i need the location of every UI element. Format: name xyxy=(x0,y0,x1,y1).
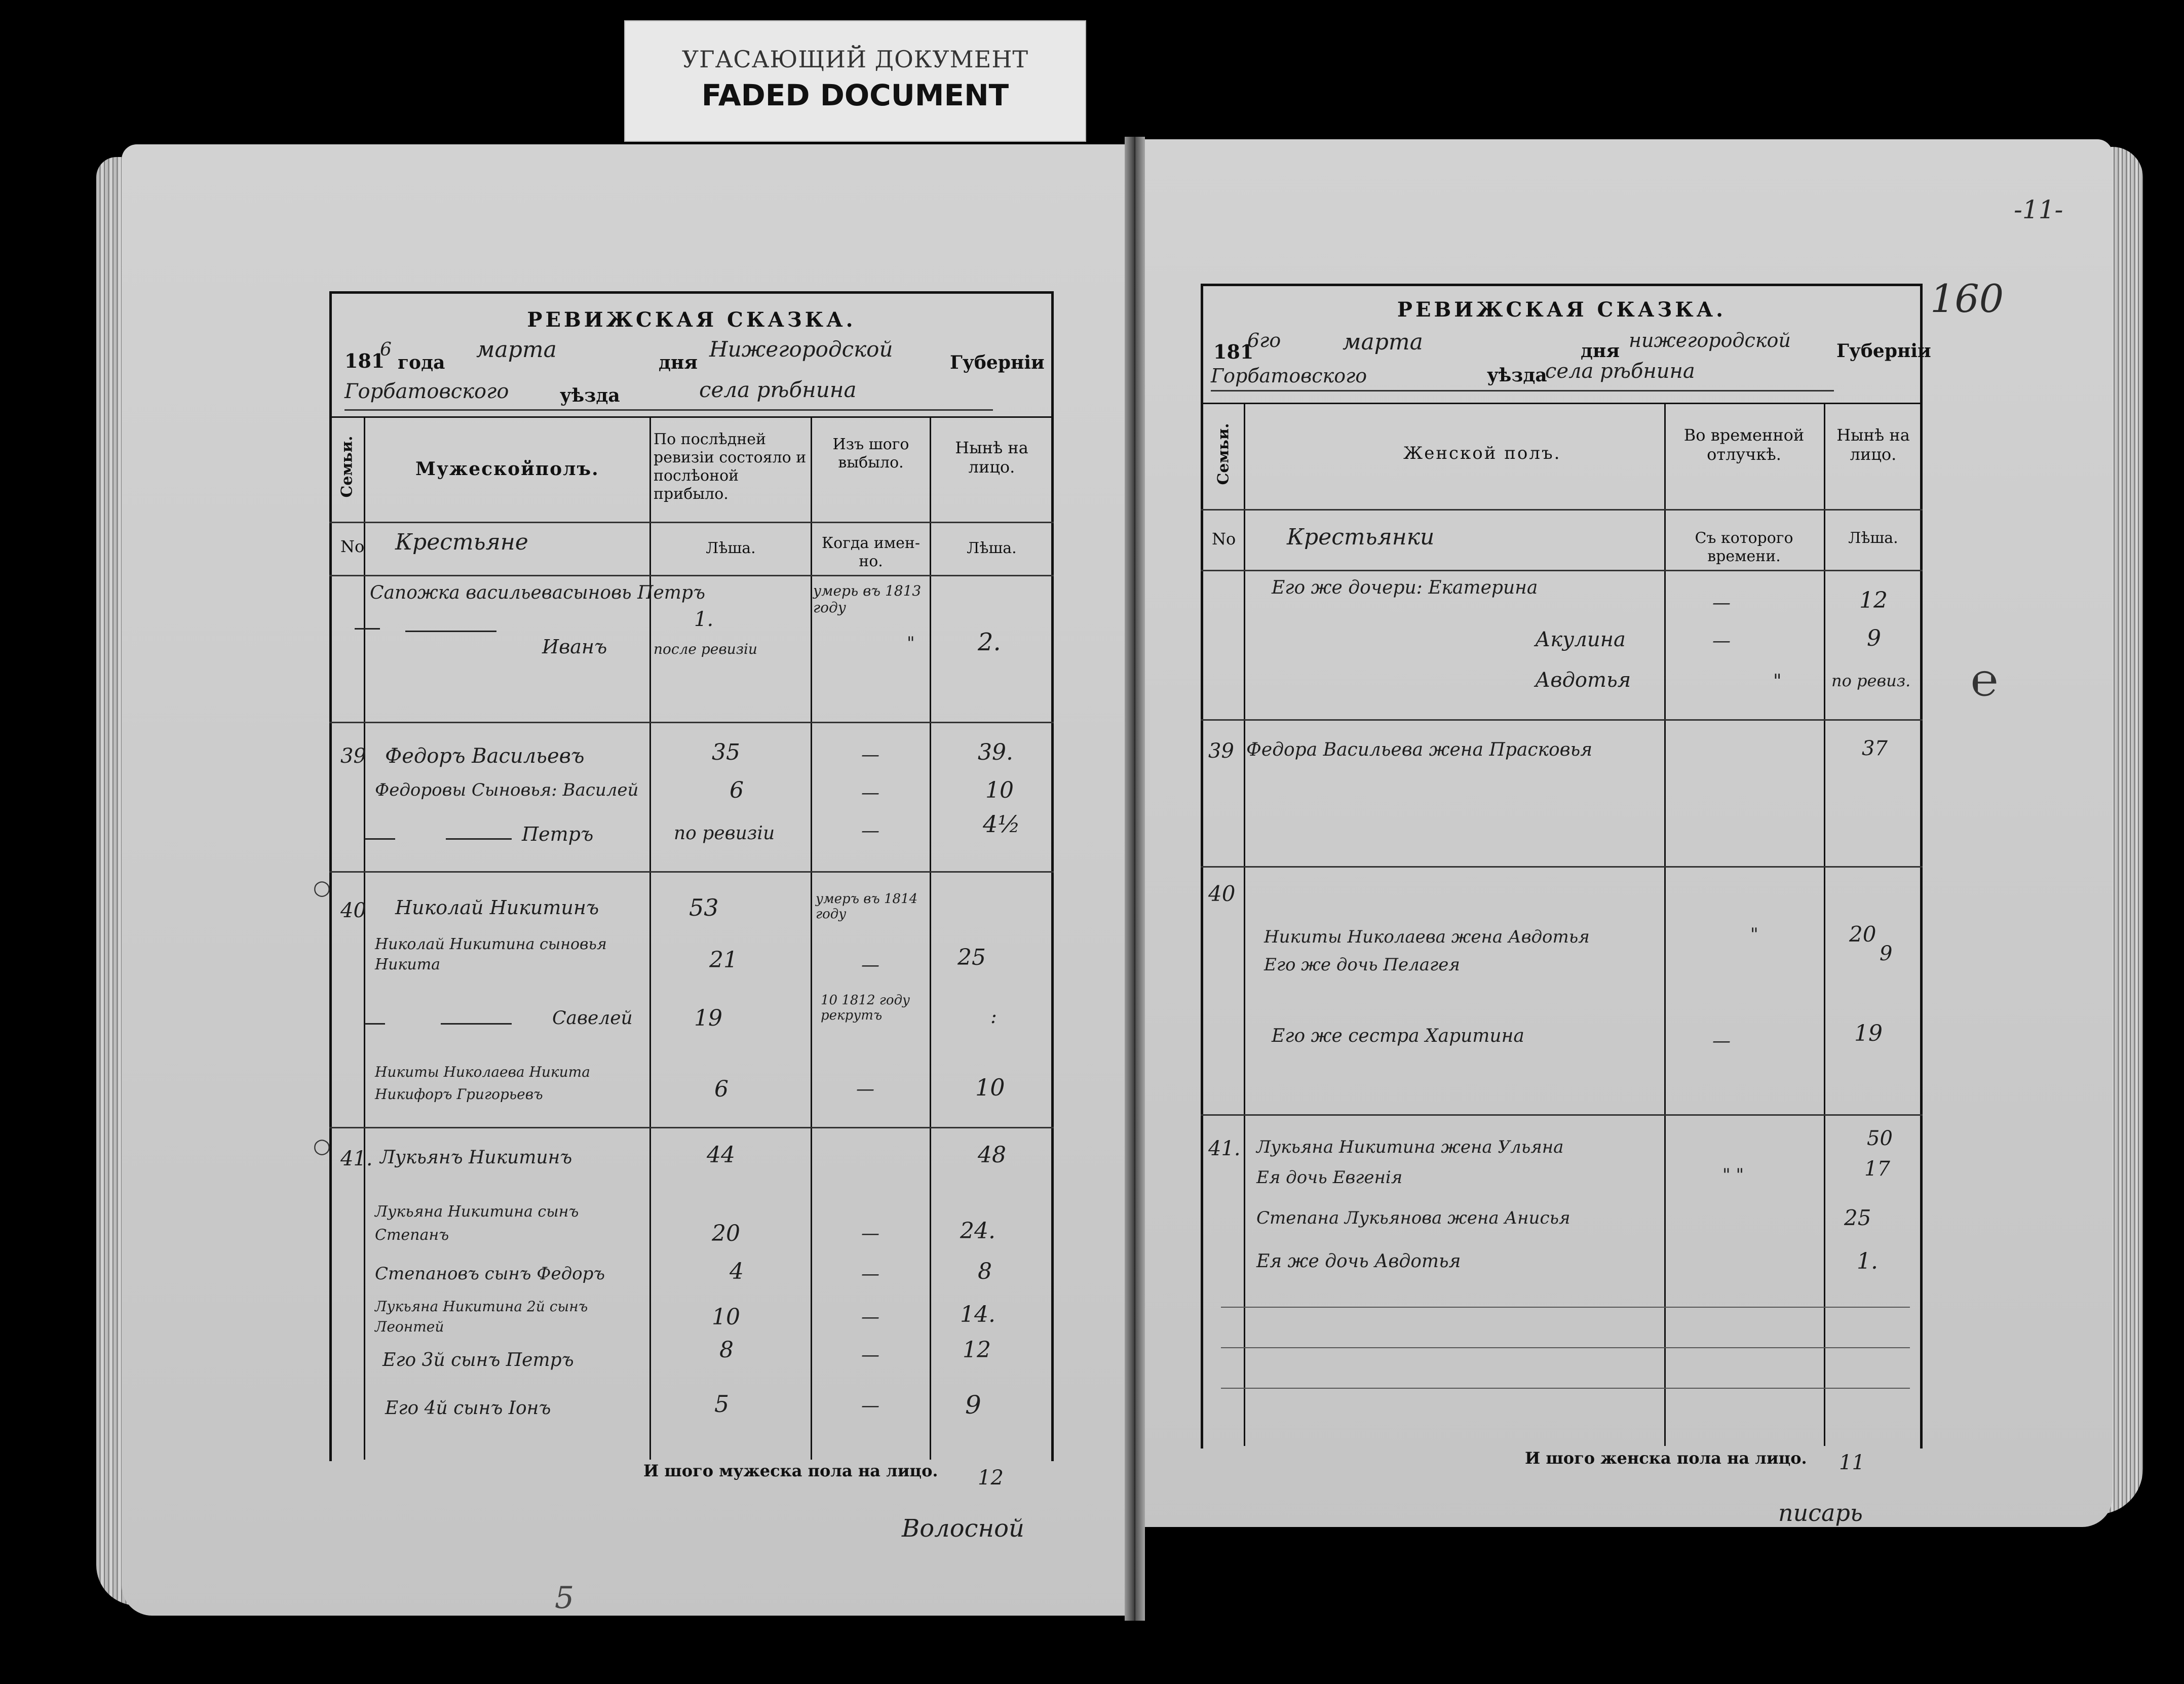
table-cell: 5 xyxy=(714,1390,730,1418)
table-cell: 10 1812 году рекрутъ xyxy=(821,993,910,1023)
table-row: Акулина xyxy=(1535,628,1626,651)
table-cell: 39 xyxy=(340,745,366,768)
left-year-prefix: 181 xyxy=(344,349,385,372)
left-signature: Волосной xyxy=(902,1514,1024,1543)
right-h-leta: Лѣша. xyxy=(1848,529,1898,547)
table-row: Никиты Николаева жена Авдотья xyxy=(1264,927,1590,947)
table-cell: 40 xyxy=(1208,881,1236,906)
table-cell: 6 xyxy=(714,1076,729,1102)
table-cell: — xyxy=(861,1223,879,1244)
right-h-hw: Крестьянки xyxy=(1287,524,1435,550)
left-goda: года xyxy=(398,352,445,373)
table-cell: 37 xyxy=(1862,737,1888,760)
left-h-left-out: Изъ шого выбыло. xyxy=(832,436,909,472)
left-gubernii: Губерніи xyxy=(950,352,1045,373)
table-row: Савелей xyxy=(552,1008,633,1029)
right-h-no: No xyxy=(1212,529,1236,549)
right-uezd-hw2: села рѣбнина xyxy=(1545,360,1695,383)
faded-tag-en: FADED DOCUMENT xyxy=(701,78,1009,112)
table-row: Его же дочь Пелагея xyxy=(1264,955,1460,975)
right-year-hw: 6го xyxy=(1247,329,1281,351)
table-cell: 6 xyxy=(730,777,744,803)
left-uezd-hw2: села рѣбнина xyxy=(699,377,857,402)
faded-tag-ru: УГАСАЮЩИЙ ДОКУМЕНТ xyxy=(681,46,1029,73)
right-h-temp: Во временной отлучкѣ. xyxy=(1683,425,1805,464)
table-cell: " xyxy=(1773,671,1782,692)
table-row: Авдотья xyxy=(1535,669,1631,692)
right-gubernii: Губерніи xyxy=(1836,340,1931,362)
right-year-prefix: 181 xyxy=(1213,340,1254,363)
table-cell: 48 xyxy=(978,1142,1006,1168)
table-cell: — xyxy=(1712,1031,1731,1051)
table-cell: 8 xyxy=(978,1259,992,1284)
table-row: Никиты Николаева Никита Никифоръ Григорьевъ xyxy=(375,1064,590,1103)
left-uezd-hw1: Горбатовского xyxy=(344,380,509,403)
right-page xyxy=(1140,139,2113,1527)
table-cell: 9 xyxy=(1880,942,1893,965)
left-h-semi: Семьи. xyxy=(338,436,356,498)
table-cell: 41. xyxy=(1208,1137,1241,1160)
left-title: РЕВИЖСКАЯ СКАЗКА. xyxy=(527,308,856,332)
table-row: Федоровы Сыновья: Василей xyxy=(375,780,639,800)
table-cell: — xyxy=(861,745,879,765)
table-cell: 17 xyxy=(1864,1157,1890,1181)
table-cell: — xyxy=(861,1264,879,1284)
right-total-value: 11 xyxy=(1839,1451,1865,1474)
right-h-female: Женской полъ. xyxy=(1403,443,1561,463)
right-h-semi: Семьи. xyxy=(1214,423,1233,485)
table-cell: 50 xyxy=(1867,1127,1893,1150)
table-cell: 1. xyxy=(1857,1248,1878,1274)
right-h-since: Съ которого времени. xyxy=(1695,529,1793,565)
table-cell: 12 xyxy=(963,1337,991,1363)
table-cell: 10 xyxy=(975,1074,1005,1101)
table-cell: — xyxy=(1712,593,1731,613)
left-h-male: Мужескойполъ. xyxy=(415,458,599,480)
table-row: Лукьяна Никитина сынъ Степанъ xyxy=(375,1203,579,1244)
table-row: Ея дочь Евгенія xyxy=(1256,1167,1403,1188)
table-cell: умеръ въ 1814 году xyxy=(816,891,918,922)
table-row: Сапожка васильевасыновь Петръ xyxy=(370,582,705,603)
table-cell: — xyxy=(861,782,879,803)
table-row: Лукьяна Никитина 2й сынъ Леонтей xyxy=(375,1298,588,1335)
right-signature: писарь xyxy=(1778,1499,1863,1526)
table-cell: 24. xyxy=(960,1218,995,1244)
table-row: Петръ xyxy=(522,823,594,845)
table-cell: — xyxy=(856,1079,874,1100)
table-cell: 25 xyxy=(1844,1205,1871,1230)
right-uezd-hw1: Горбатовского xyxy=(1211,365,1367,387)
table-cell: 2. xyxy=(978,628,1001,656)
table-cell: 4 xyxy=(730,1259,744,1284)
table-row: Николай Никитинъ xyxy=(395,896,599,919)
margin-flourish: ℮ xyxy=(1971,653,1999,707)
table-cell: 25 xyxy=(957,945,986,970)
table-cell: " xyxy=(907,633,915,653)
margin-mark: ○ xyxy=(313,876,331,899)
faded-document-tag xyxy=(624,20,1086,142)
left-total-label: И шого мужеска пола на лицо. xyxy=(643,1461,938,1480)
table-row: Федора Васильева жена Прасковья xyxy=(1246,739,1593,760)
left-gub-hw: Нижегородской xyxy=(709,337,893,362)
table-cell: — xyxy=(1712,631,1731,651)
table-row: Его 3й сынъ Петръ xyxy=(382,1350,574,1370)
left-h-leta1: Лѣша. xyxy=(706,539,756,557)
book-gutter xyxy=(1125,137,1145,1621)
table-cell: " " xyxy=(1722,1165,1744,1185)
left-h-when: Когда имен-но. xyxy=(821,534,921,570)
table-row: Лукьяна Никитина жена Ульяна xyxy=(1256,1137,1564,1157)
table-cell: — xyxy=(861,955,879,975)
left-bottom-mark: 5 xyxy=(555,1580,574,1616)
table-cell: — xyxy=(861,820,879,841)
right-total-label: И шого женска пола на лицо. xyxy=(1525,1448,1807,1468)
table-cell: 35 xyxy=(712,739,740,765)
table-cell: по ревизіи xyxy=(674,823,775,844)
table-cell: 19 xyxy=(1854,1021,1883,1046)
left-h-no: No xyxy=(340,537,365,556)
left-h-now: Нынѣ на лицо. xyxy=(955,438,1028,477)
table-row: Иванъ xyxy=(542,636,607,658)
table-cell: 1. xyxy=(694,608,714,631)
table-row: Его же сестра Харитина xyxy=(1272,1026,1524,1046)
table-cell: : xyxy=(990,1005,997,1028)
table-cell: 44 xyxy=(707,1142,735,1168)
table-cell: 20 xyxy=(1849,922,1876,947)
table-row: Ея же дочь Авдотья xyxy=(1256,1251,1461,1272)
table-cell: — xyxy=(861,1345,879,1365)
table-cell: 41. xyxy=(340,1147,373,1170)
table-cell: — xyxy=(861,1395,879,1416)
table-cell: 40 xyxy=(340,899,366,922)
right-uezda: уѣзда xyxy=(1487,365,1547,386)
table-cell: 39 xyxy=(1208,739,1234,763)
table-cell: умерь въ 1813 году xyxy=(813,582,922,616)
table-cell: " xyxy=(1750,924,1758,945)
right-page-number: 160 xyxy=(1930,276,2004,321)
table-cell: 9 xyxy=(965,1390,981,1420)
left-h-leta2: Лѣша. xyxy=(967,539,1017,557)
right-h-now: Нынѣ на лицо. xyxy=(1836,425,1910,464)
table-row: Лукьянъ Никитинъ xyxy=(380,1147,572,1168)
table-cell: 8 xyxy=(719,1337,734,1363)
table-cell: — xyxy=(861,1307,879,1327)
table-cell: 10 xyxy=(712,1304,740,1330)
table-cell: после ревизіи xyxy=(654,641,757,657)
left-h-hw: Крестьяне xyxy=(395,529,528,555)
table-cell: 9 xyxy=(1867,625,1881,651)
table-row: Его же дочери: Екатерина xyxy=(1272,577,1538,598)
table-cell: 14. xyxy=(960,1302,995,1327)
left-h-prev: По послѣдней ревизіи состояло и послѣоной прибыло. xyxy=(654,430,807,503)
table-row: Его 4й сынъ Іонъ xyxy=(385,1398,551,1419)
table-cell: 39. xyxy=(978,739,1013,765)
table-row: Николай Никитина сыновья Никита xyxy=(375,935,607,973)
right-title: РЕВИЖСКАЯ СКАЗКА. xyxy=(1397,298,1727,322)
table-cell: 12 xyxy=(1859,588,1888,613)
right-month-hw: марта xyxy=(1343,329,1423,355)
table-cell: 21 xyxy=(709,947,738,973)
table-cell: 19 xyxy=(694,1005,722,1031)
right-corner-mark: -11- xyxy=(2014,195,2063,224)
left-uezda: уѣзда xyxy=(560,385,620,406)
margin-mark: ○ xyxy=(313,1134,331,1158)
table-row: Степановъ сынъ Федоръ xyxy=(375,1264,605,1284)
table-cell: по ревиз. xyxy=(1831,671,1911,690)
left-dnya: дня xyxy=(659,352,698,373)
table-row: Федоръ Васильевъ xyxy=(385,745,585,768)
left-month-hw: марта xyxy=(476,337,557,363)
right-gub-hw: нижегородской xyxy=(1629,329,1791,351)
left-year-hw: 6 xyxy=(380,339,392,360)
left-total-value: 12 xyxy=(978,1466,1004,1490)
table-cell: 10 xyxy=(985,777,1014,803)
table-cell: 4½ xyxy=(983,810,1020,838)
right-dnya: дня xyxy=(1581,340,1620,362)
table-cell: 53 xyxy=(689,894,719,921)
table-cell: 20 xyxy=(712,1221,740,1246)
table-row: Степана Лукьянова жена Анисья xyxy=(1256,1208,1570,1228)
